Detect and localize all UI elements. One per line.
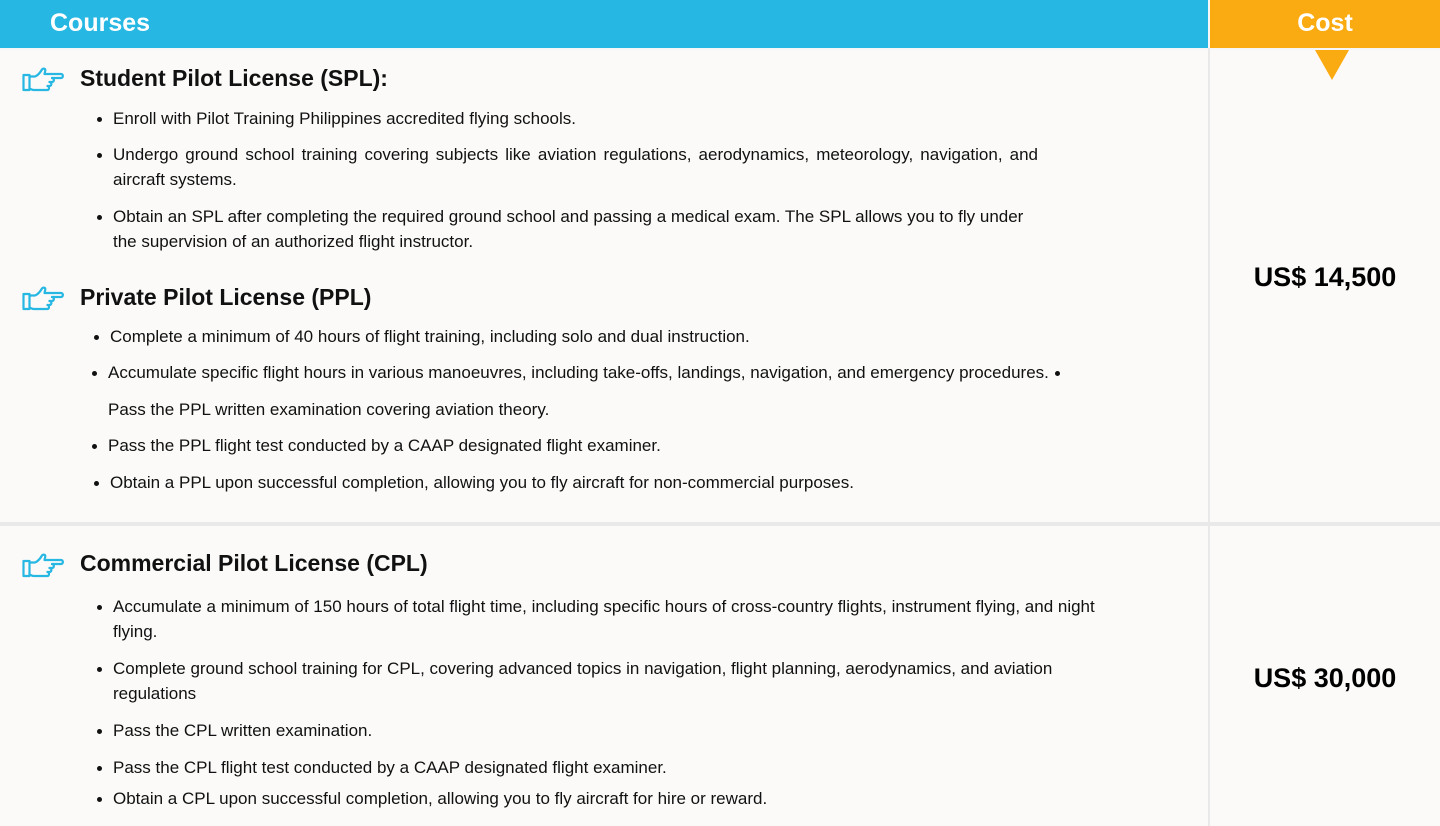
bullet-dot [94, 481, 99, 486]
spl-title: Student Pilot License (SPL): [80, 65, 388, 91]
courses-header [0, 0, 1208, 48]
cpl-bullet: Accumulate a minimum of 150 hours of total flight time, including specific hours of cross-country flights, instrument flying, and night flying. [113, 594, 1133, 644]
price-spl-ppl: US$ 14,500 [1253, 262, 1397, 292]
ppl-bullet: Pass the PPL flight test conducted by a CAAP designated flight examiner. [108, 433, 661, 458]
bullet-dot [97, 667, 102, 672]
ppl-title: Private Pilot License (PPL) [80, 284, 372, 310]
cpl-title: Commercial Pilot License (CPL) [80, 550, 428, 576]
spl-bullet: Undergo ground school training covering subjects like aviation regulations, aerodynamics, meteorology, navigation, and aircraft systems. [113, 142, 1038, 192]
bullet-dot [1055, 371, 1060, 376]
cost-header-label: Cost [1297, 9, 1353, 37]
cpl-bullet: Pass the CPL flight test conducted by a CAAP designated flight examiner. [113, 755, 667, 780]
pointing-hand-icon [22, 285, 64, 313]
bullet-dot [97, 117, 102, 122]
bullet-dot [97, 729, 102, 734]
bullet-dot [92, 371, 97, 376]
cost-header [1210, 0, 1440, 48]
row-divider [0, 522, 1440, 526]
bullet-dot [97, 215, 102, 220]
ppl-bullet: Accumulate specific flight hours in various manoeuvres, including take-offs, landings, navigation, and emergency procedures. [108, 360, 1060, 385]
bullet-dot [97, 766, 102, 771]
ppl-bullet: Pass the PPL written examination covering aviation theory. [108, 400, 550, 419]
ppl-bullet: Complete a minimum of 40 hours of flight training, including solo and dual instruction. [110, 324, 750, 349]
cpl-bullet: Complete ground school training for CPL, covering advanced topics in navigation, flight planning, aerodynamics, and aviation regulations [113, 656, 1123, 706]
courses-header-label: Courses [50, 9, 151, 37]
column-divider [1208, 48, 1210, 826]
spl-bullet: Enroll with Pilot Training Philippines accredited flying schools. [113, 106, 1038, 131]
bullet-dot [94, 335, 99, 340]
pointing-hand-icon [22, 66, 64, 94]
pointing-hand-icon [22, 552, 64, 580]
down-arrow-icon [1315, 50, 1349, 80]
bullet-dot [97, 153, 102, 158]
ppl-bullet: Obtain a PPL upon successful completion, allowing you to fly aircraft for non-commercial purposes. [110, 470, 854, 495]
bullet-dot [97, 605, 102, 610]
spl-bullet: Obtain an SPL after completing the required ground school and passing a medical exam. The SPL allows you to fly under the supervision of an authorized flight instructor. [113, 204, 1038, 254]
cpl-bullet: Pass the CPL written examination. [113, 718, 372, 743]
bullet-dot [97, 797, 102, 802]
price-cpl: US$ 30,000 [1253, 663, 1397, 693]
bullet-dot [92, 444, 97, 449]
cpl-bullet: Obtain a CPL upon successful completion, allowing you to fly aircraft for hire or reward. [113, 786, 767, 811]
